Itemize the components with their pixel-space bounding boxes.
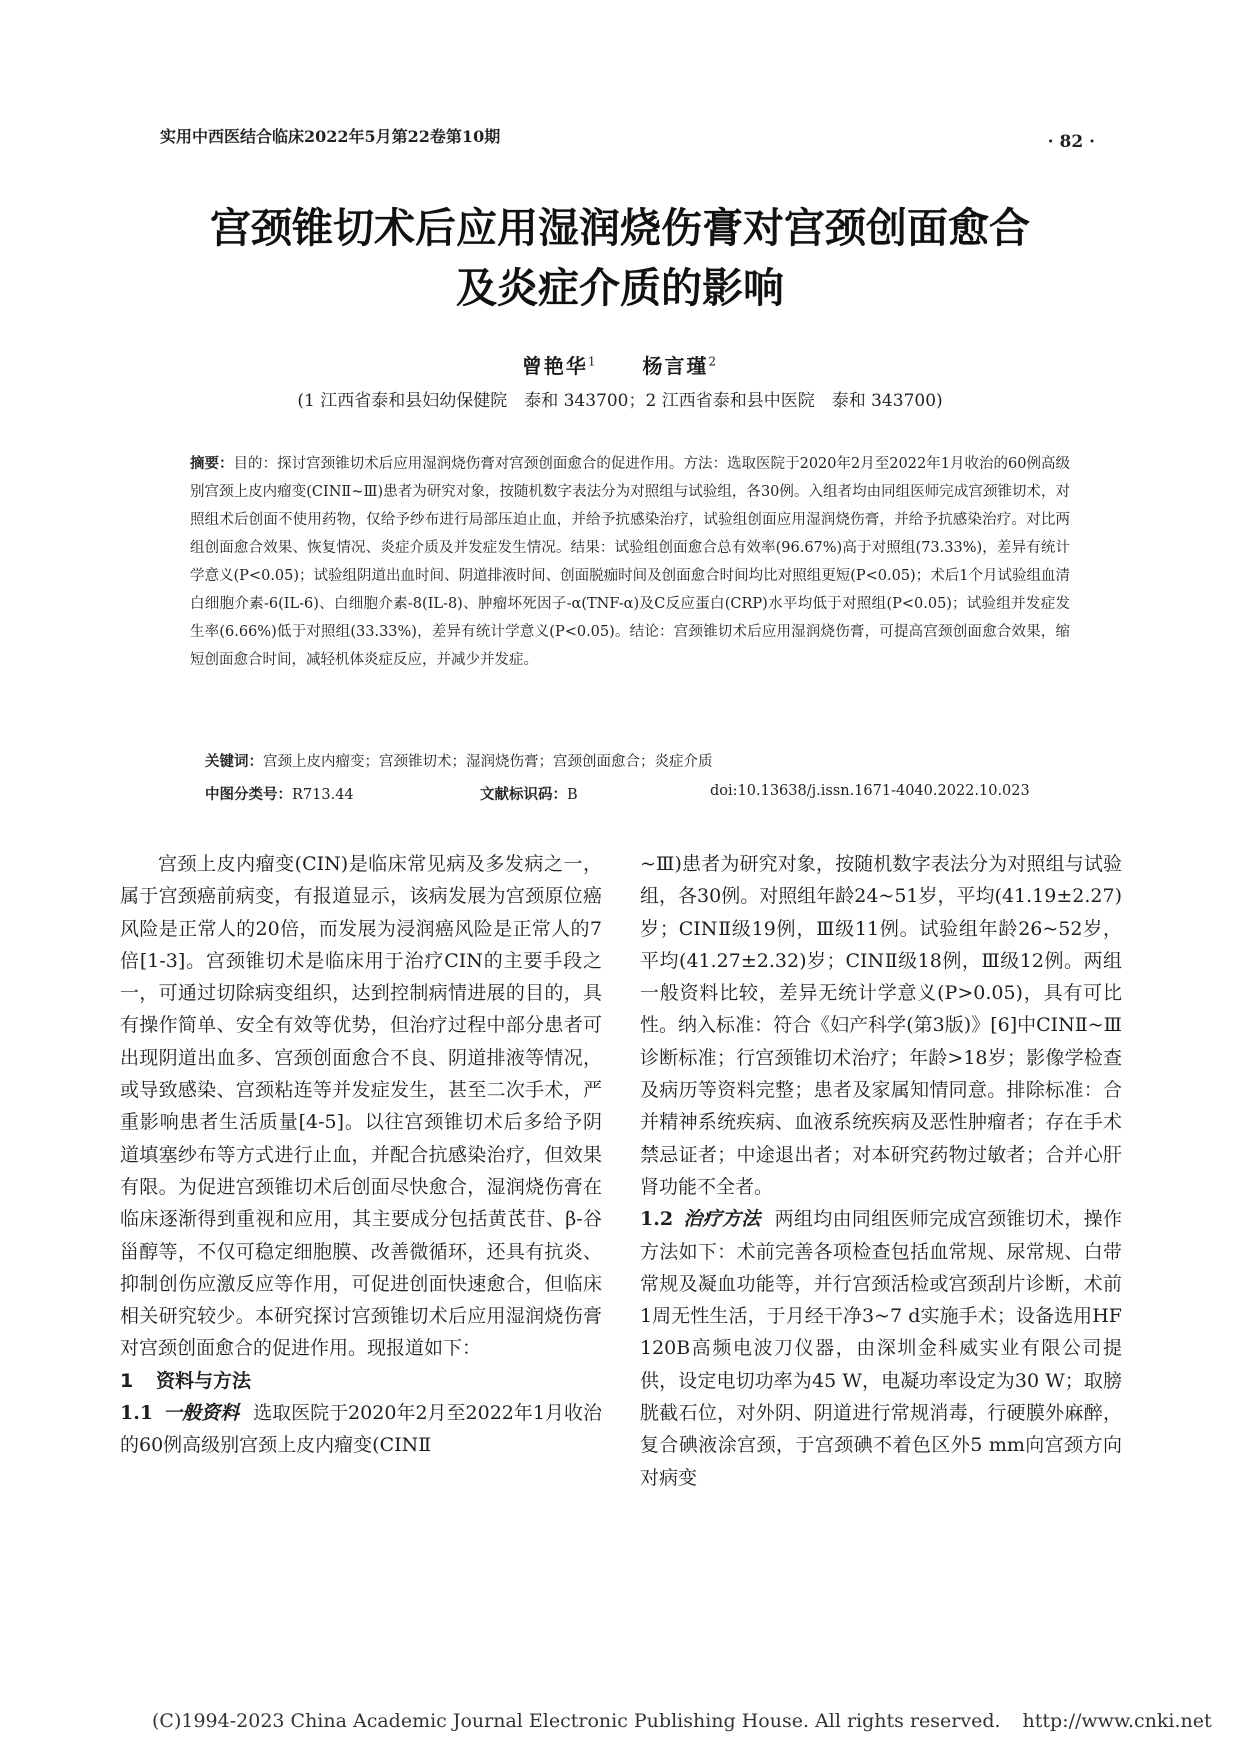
- page-number: · 82 ·: [1047, 132, 1095, 152]
- document-code-label: 文献标识码：: [480, 787, 567, 803]
- affiliations: (1 江西省泰和县妇幼保健院 泰和 343700；2 江西省泰和县中医院 泰和 343700): [297, 391, 943, 411]
- subsection-1-2-number: 1.2: [640, 1208, 674, 1231]
- subsection-1-1-text: 选取医院于2020年2月至2022年1月收治的60例高级别宫颈上皮内瘤变(CINⅡ: [120, 1402, 602, 1457]
- title-line-1: 宫颈锥切术后应用湿润烧伤膏对宫颈创面愈合: [210, 204, 1030, 252]
- author-1: [522, 354, 598, 378]
- abstract-label: 摘要：: [190, 456, 234, 472]
- section-1-heading: [120, 1365, 602, 1397]
- author-1-affil-mark: 1: [587, 354, 598, 369]
- subsection-1-1-continued: ~Ⅲ)患者为研究对象，按随机数字表法分为对照组与试验组，各30例。对照组年龄24~51岁，平均(41.19±2.27)岁；CINⅡ级19例，Ⅲ级11例。试验组年龄26~52岁，平均(41.27±2.32)岁；CINⅡ级18例，Ⅲ级12例。两组一般资料比较，差异无统计学意义(P>0.05)，具有可比性。纳入标准：符合《妇产科学(第3版)》[6]中CINⅡ~Ⅲ诊断标准；行宫颈锥切术治疗；年龄>18岁；影像学检查及病历等资料完整；患者及家属知情同意。排除标准：合并精神系统疾病、血液系统疾病及恶性肿瘤者；存在手术禁忌证者；中途退出者；对本研究药物过敏者；合并心肝肾功能不全者。: [640, 853, 1122, 1198]
- doi: doi:10.13638/j.issn.1671-4040.2022.10.023: [710, 783, 1030, 799]
- copyright-text: (C)1994-2023 China Academic Journal Electronic Publishing House. All rights reserved.: [152, 1710, 1001, 1732]
- keywords-text: 宫颈上皮内瘤变；宫颈锥切术；湿润烧伤膏；宫颈创面愈合；炎症介质: [263, 754, 713, 770]
- clc-value: R713.44: [292, 787, 354, 803]
- copyright-footer: [152, 1710, 1212, 1732]
- clc-number: [205, 783, 354, 804]
- author-list: [0, 350, 1240, 379]
- section-1-title: 资料与方法: [156, 1369, 252, 1392]
- subsection-1-2: [640, 1203, 1122, 1494]
- body-right-column: [640, 848, 1122, 1494]
- keywords: [205, 750, 1070, 771]
- subsection-1-1: [120, 1397, 602, 1462]
- cnki-link[interactable]: http://www.cnki.net: [1022, 1710, 1212, 1732]
- subsection-1-1-number: 1.1: [120, 1402, 154, 1425]
- subsection-1-2-title: 治疗方法: [683, 1208, 761, 1231]
- intro-paragraph: 宫颈上皮内瘤变(CIN)是临床常见病及多发病之一，属于宫颈癌前病变，有报道显示，该病发展为宫颈原位癌风险是正常人的20倍，而发展为浸润癌风险是正常人的7倍[1-3]。宫颈锥切术是临床用于治疗CIN的主要手段之一，可通过切除病变组织，达到控制病情进展的目的，具有操作简单、安全有效等优势，但治疗过程中部分患者可出现阴道出血多、宫颈创面愈合不良、阴道排液等情况，或导致感染、宫颈粘连等并发症发生，甚至二次手术，严重影响患者生活质量[4-5]。以往宫颈锥切术后多给予阴道填塞纱布等方式进行止血，并配合抗感染治疗，但效果有限。为促进宫颈锥切术后创面尽快愈合，湿润烧伤膏在临床逐渐得到重视和应用，其主要成分包括黄芪苷、β-谷甾醇等，不仅可稳定细胞膜、改善微循环，还具有抗炎、抑制创伤应激反应等作用，可促进创面快速愈合，但临床相关研究较少。本研究探讨宫颈锥切术后应用湿润烧伤膏对宫颈创面愈合的促进作用。现报道如下：: [120, 853, 602, 1360]
- subsection-1-2-text: 两组均由同组医师完成宫颈锥切术，操作方法如下：术前完善各项检查包括血常规、尿常规、白带常规及凝血功能等，并行宫颈活检或宫颈刮片诊断，术前1周无性生活，于月经干净3~7 d实施手术；设备选用HF 120B高频电波刀仪器，由深圳金科威实业有限公司提供，设定电切功率为45 W，电凝功率设定为30 W；取膀胱截石位，对外阴、阴道进行常规消毒，行硬膜外麻醉，复合碘液涂宫颈，于宫颈碘不着色区外5 mm向宫颈方向对病变: [640, 1208, 1122, 1489]
- document-code: [480, 783, 578, 804]
- subsection-1-1-title: 一般资料: [163, 1402, 240, 1425]
- document-code-value: B: [567, 787, 578, 803]
- section-1-number: 1: [120, 1369, 134, 1392]
- article-title: [0, 198, 1240, 318]
- body-left-column: [120, 848, 602, 1462]
- author-2-affil-mark: 2: [708, 354, 719, 369]
- abstract: [190, 450, 1070, 674]
- author-1-name: 曾艳华: [521, 354, 588, 378]
- author-2: [642, 354, 718, 378]
- clc-label: 中图分类号：: [205, 787, 292, 803]
- keywords-label: 关键词：: [205, 754, 263, 770]
- title-line-2: 及炎症介质的影响: [456, 264, 784, 312]
- author-2-name: 杨言瑾: [642, 354, 709, 378]
- abstract-text: 目的：探讨宫颈锥切术后应用湿润烧伤膏对宫颈创面愈合的促进作用。方法：选取医院于2020年2月至2022年1月收治的60例高级别宫颈上皮内瘤变(CINⅡ~Ⅲ)患者为研究对象，按随机数字表法分为对照组与试验组，各30例。入组者均由同组医师完成宫颈锥切术，对照组术后创面不使用药物，仅给予纱布进行局部压迫止血，并给予抗感染治疗，试验组创面应用湿润烧伤膏，并给予抗感染治疗。对比两组创面愈合效果、恢复情况、炎症介质及并发症发生情况。结果：试验组创面愈合总有效率(96.67%)高于对照组(73.33%)，差异有统计学意义(P<0.05)；试验组阴道出血时间、阴道排液时间、创面脱痂时间及创面愈合时间均比对照组更短(P<0.05)；术后1个月试验组血清白细胞介素-6(IL-6)、白细胞介素-8(IL-8)、肿瘤坏死因子-α(TNF-α)及C反应蛋白(CRP)水平均低于对照组(P<0.05)；试验组并发症发生率(6.66%)低于对照组(33.33%)，差异有统计学意义(P<0.05)。结论：宫颈锥切术后应用湿润烧伤膏，可提高宫颈创面愈合效果，缩短创面愈合时间，减轻机体炎症反应，并减少并发症。: [190, 456, 1071, 668]
- journal-header: 实用中西医结合临床2022年5月第22卷第10期: [160, 127, 501, 146]
